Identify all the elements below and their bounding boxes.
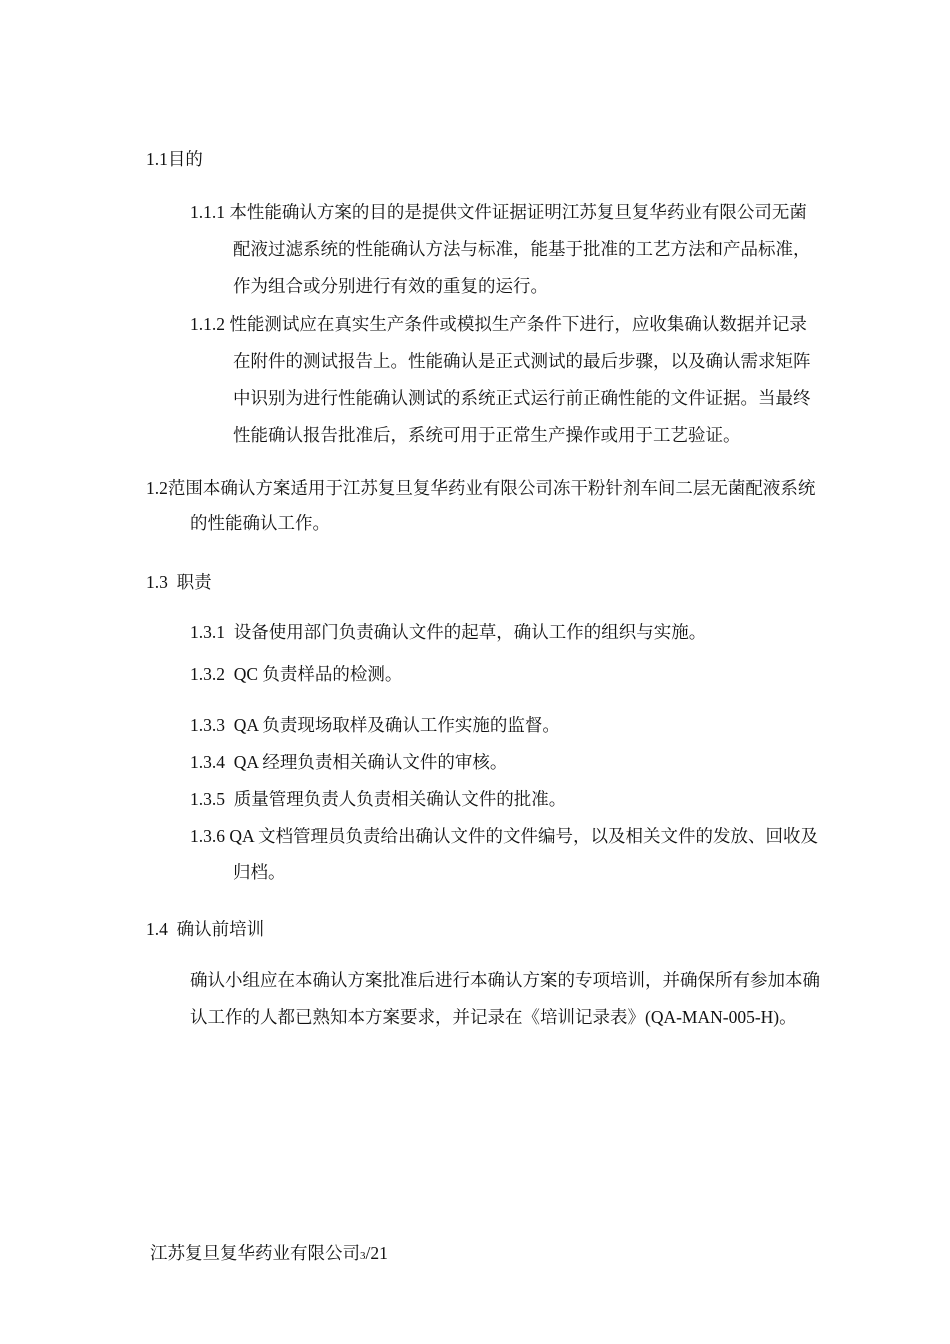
clause-number: 1.1.1	[190, 202, 225, 222]
clause-1-1-2	[190, 306, 807, 342]
footer-company: 江苏复旦复华药业有限公司	[150, 1243, 360, 1263]
page-footer	[150, 1240, 388, 1265]
clause-number: 1.3.5	[190, 789, 225, 809]
section-1-4-heading	[146, 911, 264, 947]
clause-text: QA 经理负责相关确认文件的审核。	[233, 752, 508, 772]
clause-1-3-2	[190, 656, 402, 692]
footer-page-current: 3	[360, 1250, 366, 1262]
section-1-2	[146, 470, 815, 506]
clause-1-1-2-line-2: 在附件的测试报告上。性能确认是正式测试的最后步骤，以及确认需求矩阵	[233, 351, 811, 371]
training-paragraph-line-1: 确认小组应在本确认方案批准后进行本确认方案的专项培训，并确保所有参加本确	[190, 970, 820, 990]
section-1-1-heading	[146, 141, 203, 177]
section-title: 职责	[176, 572, 212, 592]
clause-text-line: QA 文档管理员负责给出确认文件的文件编号，以及相关文件的发放、回收及	[229, 826, 819, 846]
section-1-3-heading	[146, 564, 212, 600]
section-number: 1.2	[146, 478, 168, 498]
clause-text-line: 本性能确认方案的目的是提供文件证据证明江苏复旦复华药业有限公司无菌	[229, 202, 807, 222]
clause-number: 1.1.2	[190, 314, 225, 334]
section-title: 确认前培训	[176, 919, 265, 939]
section-1-2-line-2: 的性能确认工作。	[190, 513, 330, 533]
clause-1-3-5	[190, 781, 566, 817]
clause-text: QA 负责现场取样及确认工作实施的监督。	[233, 715, 560, 735]
section-number: 1.1	[146, 149, 168, 169]
clause-1-3-6	[190, 818, 818, 854]
clause-1-1-1-line-2: 配液过滤系统的性能确认方法与标准，能基于批准的工艺方法和产品标准，	[233, 239, 811, 259]
clause-number: 1.3.3	[190, 715, 225, 735]
section-title: 目的	[167, 149, 203, 169]
clause-1-1-1	[190, 194, 807, 230]
section-number: 1.4	[146, 919, 168, 939]
clause-1-3-1	[190, 614, 706, 650]
clause-1-1-2-line-4: 性能确认报告批准后，系统可用于正常生产操作或用于工艺验证。	[233, 425, 741, 445]
clause-text: QC 负责样品的检测。	[233, 664, 403, 684]
clause-number: 1.3.1	[190, 622, 225, 642]
clause-number: 1.3.2	[190, 664, 225, 684]
footer-page-total: /21	[365, 1243, 388, 1263]
clause-1-3-4	[190, 744, 507, 780]
clause-text: 设备使用部门负责确认文件的起草，确认工作的组织与实施。	[233, 622, 707, 642]
clause-1-3-3	[190, 707, 560, 743]
clause-1-1-1-line-3: 作为组合或分别进行有效的重复的运行。	[233, 276, 548, 296]
clause-1-3-6-line-2: 归档。	[233, 862, 286, 882]
clause-text: 质量管理负责人负责相关确认文件的批准。	[233, 789, 567, 809]
section-text-line: 范围本确认方案适用于江苏复旦复华药业有限公司冻干粉针剂车间二层无菌配液系统	[167, 478, 816, 498]
training-paragraph-line-2: 认工作的人都已熟知本方案要求，并记录在《培训记录表》(QA-MAN-005-H)。	[190, 1007, 797, 1027]
clause-number: 1.3.6	[190, 826, 225, 846]
section-number: 1.3	[146, 572, 168, 592]
clause-1-1-2-line-3: 中识别为进行性能确认测试的系统正式运行前正确性能的文件证据。当最终	[233, 388, 811, 408]
clause-text-line: 性能测试应在真实生产条件或模拟生产条件下进行，应收集确认数据并记录	[229, 314, 807, 334]
clause-number: 1.3.4	[190, 752, 225, 772]
